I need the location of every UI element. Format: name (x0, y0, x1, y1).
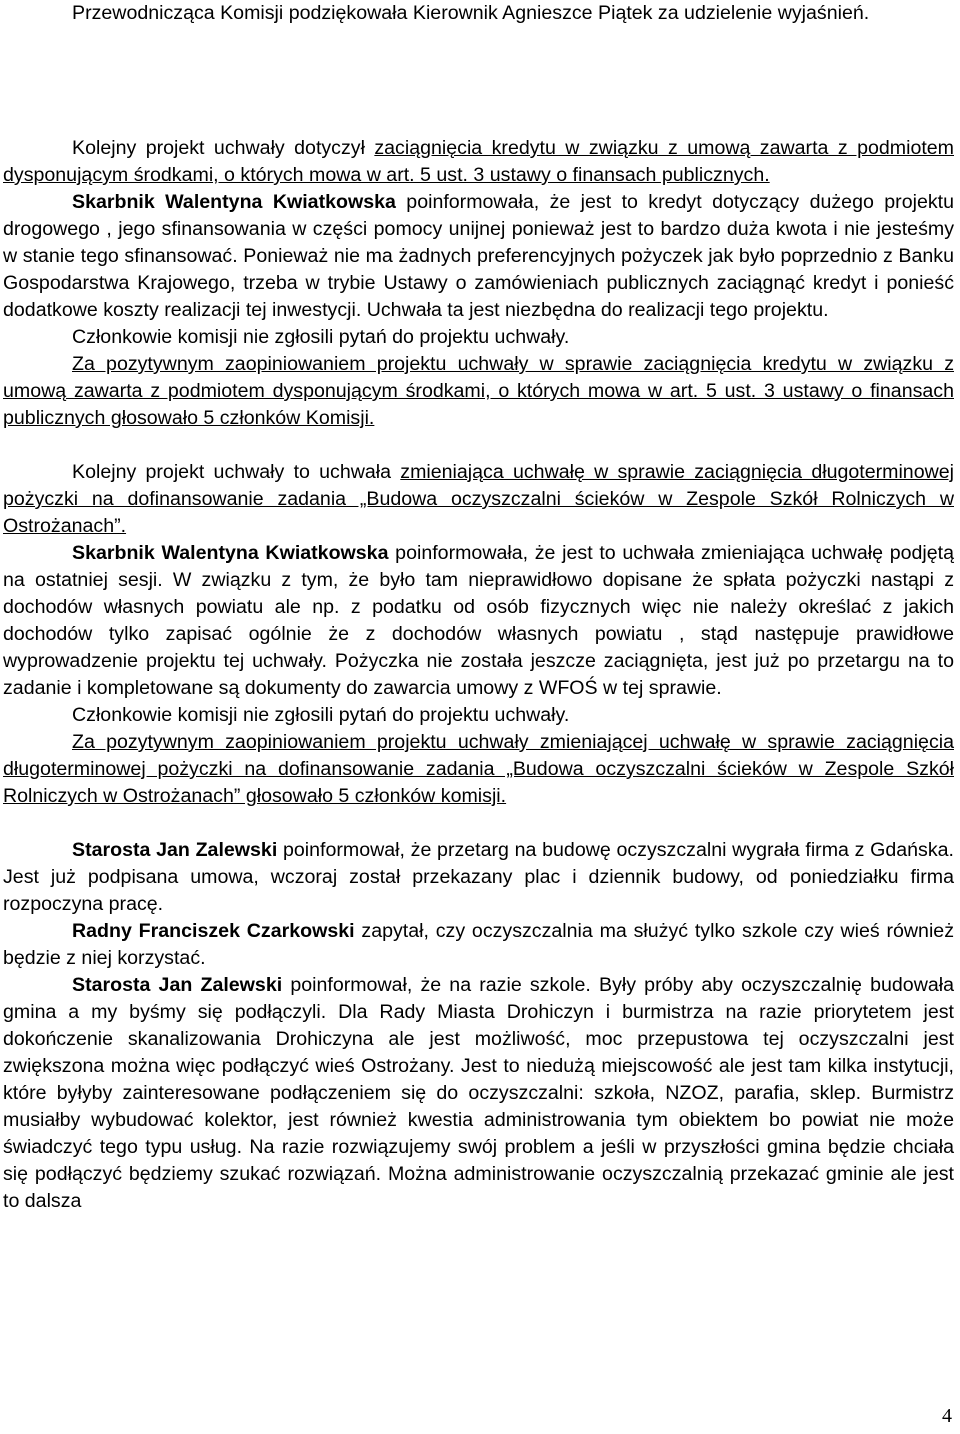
paragraph-no-questions-2 (3, 702, 954, 729)
paragraph-text: poinformował, że na razie szkole. Były próby aby oczyszczalnię budowała gmina a my byśmy się podłączyli. Dla Rady Miasta Drohiczyn i burmistrza na razie priorytetem jest dokończenie skanalizowania Drohiczyna ale jest możliwość, moc przepustowa tej oczyszczalni jest zwiększona można więc podłączyć wieś Ostrożany. Jest to niedużą miejscowość ale jest tam kilka instytucji, które byłyby zainteresowane podłączeniem się do oczyszczalni: szkoła, NZOZ, parafia, sklep. Burmistrz musiałby wybudować kolektor, jest również kwestia administrowania tym obiektem bo powiat nie może świadczyć tego typu usług. Na razie rozwiązujemy swój problem a jeśli w przyszłości gmina będzie chciała się podłączyć będziemy szukać rozwiązań. Można administrowanie oczyszczalnią przekazać gminie ale jest to dalsza (3, 974, 954, 1212)
speaker-name: Skarbnik Walentyna Kwiatkowska (72, 542, 389, 564)
paragraph-text: poinformowała, że jest to uchwała zmieniająca uchwałę podjętą na ostatniej sesji. W związku z tym, że było tam nieprawidłowo dopisane że spłata pożyczki nastąpi z dochodów własnych powiatu ale np. z podatku od osób fizycznych więc nie należy określać z jakich dochodów tylko zapisać ogólnie że z dochodów własnych powiatu , stąd następuje prawidłowe wyprowadzenie projektu tej uchwały. Pożyczka nie została jeszcze zaciągnięta, jest już po przetargu na to zadanie i kompletowane są dokumenty do zawarcia umowy z WFOŚ w tej sprawie. (3, 542, 954, 699)
speaker-name: Starosta Jan Zalewski (72, 839, 278, 861)
paragraph-spacer (3, 810, 954, 837)
paragraph-loan-project (3, 459, 954, 540)
paragraph-councillor-question (3, 918, 954, 972)
speaker-name: Skarbnik Walentyna Kwiatkowska (72, 191, 396, 213)
speaker-name: Starosta Jan Zalewski (72, 974, 283, 996)
resolution-subject: zaciągnięcia kredytu w związku z umową zawarta z podmiotem dysponującym środkami, o których mowa w art. 5 ust. 3 ustawy o finansach publicznych. (3, 137, 954, 186)
page-number: 4 (942, 1405, 952, 1427)
paragraph-text: poinformował, że przetarg na budowę oczyszczalni wygrała firma z Gdańska. Jest już podpisana umowa, wczoraj został przekazany plac i dziennik budowy, od poniedziałku firma rozpoczyna pracę. (3, 839, 954, 915)
document-page (3, 0, 954, 1215)
paragraph-text: zapytał, czy oczyszczalnia ma służyć tylko szkole czy wieś również będzie z niej korzystać. (3, 920, 954, 969)
paragraph-text: Kolejny projekt uchwały dotyczył (72, 137, 375, 159)
paragraph-starost-statement (3, 837, 954, 918)
paragraph-text: Członkowie komisji nie zgłosili pytań do projektu uchwały. (72, 326, 570, 348)
resolution-subject: zmieniająca uchwałę w sprawie zaciągnięcia długoterminowej pożyczki na dofinansowanie zadania „Budowa oczyszczalni ścieków w Zespole Szkół Rolniczych w Ostrożanach”. (3, 461, 954, 537)
speaker-name: Radny Franciszek Czarkowski (72, 920, 355, 942)
paragraph-text: Członkowie komisji nie zgłosili pytań do projektu uchwały. (72, 704, 570, 726)
vote-result-text: Za pozytywnym zaopiniowaniem projektu uchwały w sprawie zaciągnięcia kredytu w związku z umową zawarta z podmiotem dysponującym środkami, o których mowa w art. 5 ust. 3 ustawy o finansach publicznych głosowało 5 członków Komisji. (3, 353, 954, 429)
paragraph-treasurer-statement (3, 189, 954, 324)
paragraph-spacer (3, 432, 954, 459)
paragraph-credit-project (3, 135, 954, 189)
paragraph-no-questions (3, 324, 954, 351)
vote-result-text: Za pozytywnym zaopiniowaniem projektu uchwały zmieniającej uchwałę w sprawie zaciągnięcia długoterminowej pożyczki na dofinansowanie zadania „Budowa oczyszczalni ścieków w Zespole Szkół Rolniczych w Ostrożanach” głosowało 5 członków komisji. (3, 731, 954, 807)
paragraph-starost-answer (3, 972, 954, 1215)
paragraph-vote-result (3, 351, 954, 432)
paragraph-thanks (3, 0, 954, 27)
paragraph-treasurer-statement-2 (3, 540, 954, 702)
paragraph-vote-result-2 (3, 729, 954, 810)
paragraph-text: Kolejny projekt uchwały to uchwała (72, 461, 401, 483)
paragraph-spacer (3, 27, 954, 135)
paragraph-text: Przewodnicząca Komisji podziękowała Kierownik Agnieszce Piątek za udzielenie wyjaśnień. (72, 2, 870, 24)
paragraph-text: poinformowała, że jest to kredyt dotyczący dużego projektu drogowego , jego sfinansowania w części pomocy unijnej ponieważ jest to bardzo duża kwota i nie jesteśmy w stanie tego sfinansować. Ponieważ nie ma żadnych preferencyjnych pożyczek jak było poprzednio z Banku Gospodarstwa Krajowego, trzeba w trybie Ustawy o zamówieniach publicznych zaciągnąć kredyt i ponieść dodatkowe koszty realizacji tej inwestycji. Uchwała ta jest niezbędna do realizacji tego projektu. (3, 191, 954, 321)
